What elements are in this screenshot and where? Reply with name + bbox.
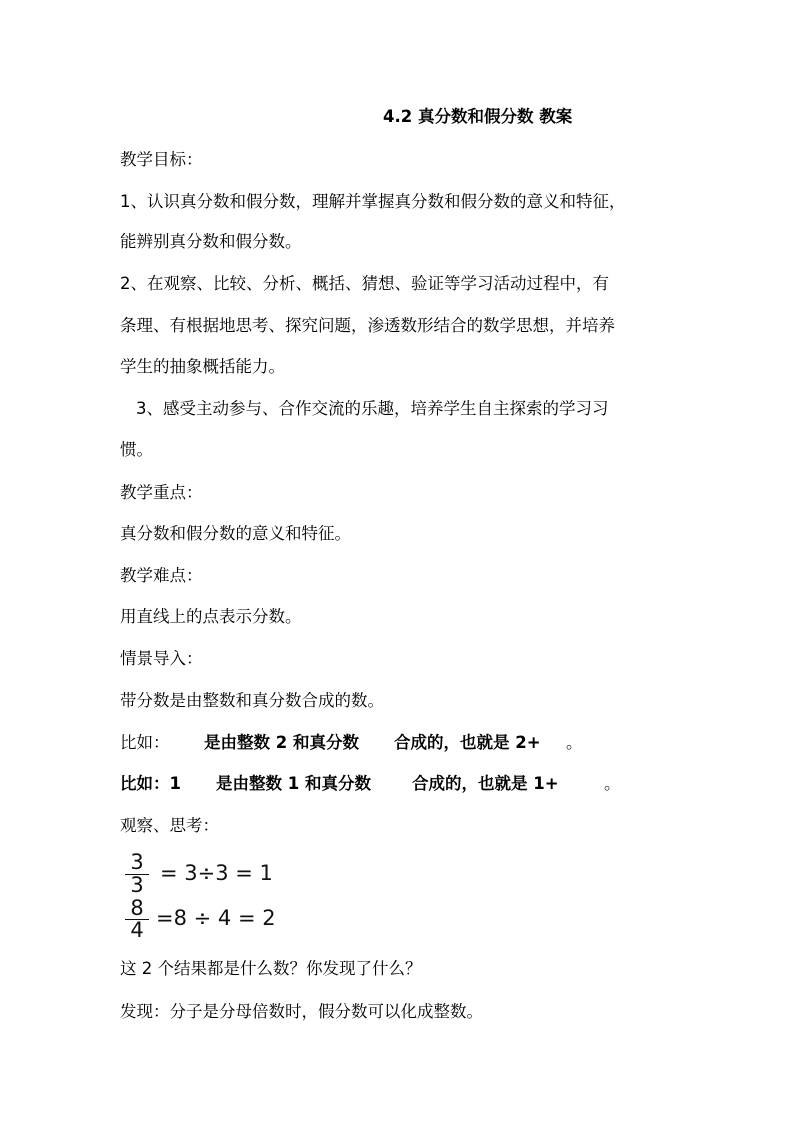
question-text: 这 2 个结果都是什么数？你发现了什么？ <box>120 959 422 978</box>
fraction-denominator: 4 <box>130 918 144 942</box>
example-1-part-1: 是由整数 2 和真分数 <box>204 733 359 752</box>
objectives-heading: 教学目标： <box>120 150 203 169</box>
intro-text: 带分数是由整数和真分数合成的数。 <box>120 691 384 710</box>
objective-3-line-2: 惯。 <box>120 440 153 459</box>
intro-heading: 情景导入： <box>120 649 203 668</box>
math-equations <box>118 852 290 942</box>
key-point-heading: 教学重点： <box>120 483 203 502</box>
example-2-label: 比如：1 <box>120 774 181 793</box>
finding-text: 发现：分子是分母倍数时，假分数可以化成整数。 <box>120 1002 483 1021</box>
example-1-part-2: 合成的，也就是 2+ <box>394 733 541 752</box>
example-2-part-1: 是由整数 1 和真分数 <box>216 774 371 793</box>
observe-heading: 观察、思考： <box>120 816 219 835</box>
objective-3-line-1: 3、感受主动参与、合作交流的乐趣，培养学生自主探索的学习习 <box>136 399 609 418</box>
equation-1-rest: = 3÷3 = 1 <box>160 861 273 885</box>
page-title: 4.2 真分数和假分数 教案 <box>383 107 573 126</box>
objective-1-line-1: 1、认识真分数和假分数，理解并掌握真分数和假分数的意义和特征， <box>120 192 626 211</box>
difficulty-heading: 教学难点： <box>120 566 203 585</box>
example-2-part-2: 合成的，也就是 1+ <box>412 774 559 793</box>
fraction-numerator: 3 <box>130 850 144 874</box>
equation-2-rest: =8 ÷ 4 = 2 <box>156 906 276 930</box>
objective-2-line-2: 条理、有根据地思考、探究问题，渗透数形结合的数学思想，并培养 <box>120 316 615 335</box>
example-1-end: 。 <box>566 733 583 752</box>
key-point-text: 真分数和假分数的意义和特征。 <box>120 524 351 543</box>
difficulty-text: 用直线上的点表示分数。 <box>120 607 302 626</box>
fraction-numerator: 8 <box>130 896 144 920</box>
fraction-denominator: 3 <box>130 873 144 897</box>
example-2-end: 。 <box>604 774 621 793</box>
objective-2-line-1: 2、在观察、比较、分析、概括、猜想、验证等学习活动过程中，有 <box>120 274 609 293</box>
objective-2-line-3: 学生的抽象概括能力。 <box>120 357 285 376</box>
example-1-label: 比如： <box>120 733 170 752</box>
objective-1-line-2: 能辨别真分数和假分数。 <box>120 232 302 251</box>
